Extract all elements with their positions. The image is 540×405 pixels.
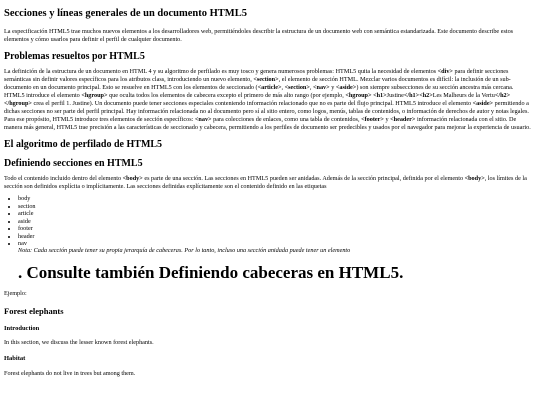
sections-paragraph: Todo el contenido incluido dentro del elemento <body> es parte de una sección. Las secciones en HTML5 pueden ser anidadas. Además de la sección principal, definida por el elemento <body>, los límites de la sección son definidos explícita o implícitamente. Las secciones definidas explícitamente son el contenido definido en las etiquetas xyxy=(4,175,527,191)
sections-heading: Definiendo secciones en HTML5 xyxy=(4,158,143,170)
example-habitat-text: Forest elephants do not live in trees but among them. xyxy=(4,369,136,377)
example-label: Ejemplo: xyxy=(4,289,27,297)
intro-paragraph: La especificación HTML5 trae muchos nuevos elementos a los desarrolladores web, permitiéndoles describir la estructura de un documento web con semántica estandarizada. Este documento describe estos elementos y cómo usarlos para definir el perfil de cualquier documento. xyxy=(4,27,514,43)
page-title: Secciones y líneas generales de un documento HTML5 xyxy=(4,8,247,19)
list-item: • section xyxy=(18,203,534,210)
example-intro-heading: Introduction xyxy=(4,324,40,332)
problems-paragraph: La definición de la estructura de un documento en HTML 4 y su algoritmo de perfilado es muy tosco y genera numerosos problemas: HTML5 quita la necesidad de elementos <div> para definir secciones semánticas sin definir valores específicos para los atributos class, introduciendo un nuevo elemento, <section>, el elemento de sección HTML. Mezclar varios documentos es difícil: la inclusión de un sub-documento en un documento principal. Esto se resuelve en HTML5 con los elementos de seccionado (<article>, <section>, <nav> y <aside>) son siempre subsecciones de su sección ancestra más cercana. HTML5 introduce el elemento <hgroup> que oculta todos los elementos de cabecera excepto el primero de más alto rango (por ejemplo, <hgroup> <h1>Justine</h1><h2>Les Malheurs de la Vertu</h2></hgroup> crea el perfil 1. Justine). Un documento puede tener secciones especiales conteniendo información relacionado que no es parte del flujo principal. HTML5 introduce el elemento <aside> permitiendo a dichas secciones no ser parte del perfil principal. Hay información relacionada no al documento pero sí al sitio entero, como logos, menús, tablas de contenidos, o información de derechos de autor y notas legales. Para ese propósito, HTML5 introduce tres elementos de sección específicos: <nav> para colecciones de enlaces, como una tabla de contenidos, <footer> y <header> información relacionada con el sitio. De manera más general, HTML5 trae precisión a las características de seccionado y cabecera, permitiendo a los perfiles de documento ser predecibles y usados por el navegador para mejorar la experiencia de usuario. xyxy=(4,67,531,132)
example-intro-text: In this section, we discuss the lesser known forest elephants. xyxy=(4,339,154,347)
see-also-heading: . Consulte también Definiendo cabeceras en HTML5. xyxy=(18,262,404,282)
list-item: • footer xyxy=(18,225,534,232)
note-text: Nota: Cada sección puede tener su propia jerarquía de cabeceras. Por lo tanto, incluso una sección anidada puede tener un elemento xyxy=(18,247,351,255)
example-habitat-heading: Habitat xyxy=(4,355,26,363)
problems-heading: Problemas resueltos por HTML5 xyxy=(4,50,145,62)
example-title: Forest elephants xyxy=(4,305,64,316)
list-item: • article xyxy=(18,210,534,217)
sectioning-elements-list xyxy=(4,195,534,247)
algorithm-heading: El algoritmo de perfilado de HTML5 xyxy=(4,139,163,151)
list-item: • aside xyxy=(18,218,534,225)
list-item: • nav xyxy=(18,240,534,247)
list-item: • header xyxy=(18,233,534,240)
list-item: • body xyxy=(18,195,534,202)
